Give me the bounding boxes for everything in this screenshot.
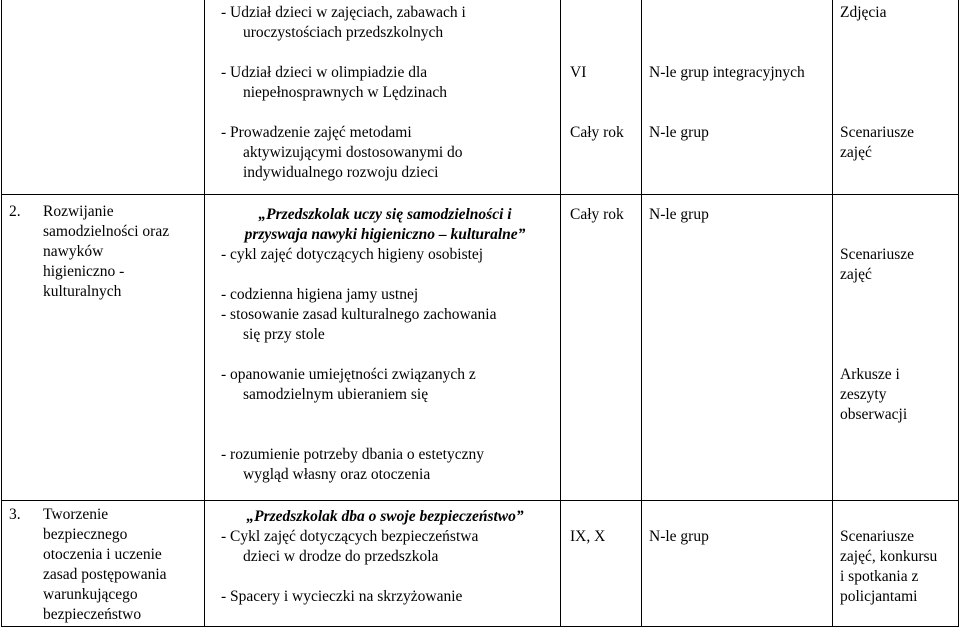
term-text: Cały rok (570, 124, 624, 141)
term-text: VI (570, 64, 587, 81)
responsible-text: N-le grup (649, 124, 709, 141)
goal-text: Tworzenie bezpiecznego otoczenia i uczenie zasad postępowania warunkującego bezpieczeństwo (43, 506, 167, 623)
responsible-text: N-le grup (649, 528, 709, 545)
term-text: Cały rok (570, 206, 624, 223)
activity-text: - codzienna higiena jamy ustnej (221, 286, 419, 303)
responsible-text: N-le grup (649, 206, 709, 223)
activity-text: - Udział dzieci w zajęciach, zabawach i uroczystościach przedszkolnych (221, 4, 466, 41)
docs-text: Arkusze i zeszyty obserwacji (840, 366, 908, 423)
activity-text: - Spacery i wycieczki na skrzyżowanie (221, 588, 463, 605)
term-text: IX, X (570, 528, 606, 545)
activity-text: - Cykl zajęć dotyczących bezpieczeństwa dzieci w drodze do przedszkola (221, 528, 479, 565)
table-border-right (958, 0, 959, 627)
row-number: 2. (9, 203, 21, 220)
table-divider-resp (832, 0, 833, 627)
section-heading: „Przedszkolak uczy się samodzielności i przyswaja nawyki higieniczno – kulturalne” (244, 206, 526, 243)
row-divider-2 (1, 194, 959, 195)
responsible-text: N-le grup integracyjnych (649, 64, 805, 81)
section-heading: „Przedszkolak dba o swoje bezpieczeństwo” (246, 508, 524, 525)
docs-text: Zdjęcia (840, 4, 887, 21)
docs-text: Scenariusze zajęć, konkursu i spotkania z policjantami (840, 528, 938, 605)
goal-text: Rozwijanie samodzielności oraz nawyków higieniczno - kulturalnych (43, 203, 170, 300)
activity-text: - opanowanie umiejętności związanych z samodzielnym ubieraniem się (221, 366, 476, 403)
docs-text: Scenariusze zajęć (840, 124, 915, 161)
table-border-left (1, 0, 2, 627)
activity-text: - Prowadzenie zajęć metodami aktywizującymi dostosowanymi do indywidualnego rozwoju dzieci (221, 124, 463, 181)
table-divider-goal (204, 0, 205, 627)
table-divider-activities (560, 0, 561, 627)
docs-text: Scenariusze zajęć (840, 246, 915, 283)
activity-text: - stosowanie zasad kulturalnego zachowania się przy stole (221, 306, 497, 343)
table-divider-term (641, 0, 642, 627)
activity-text: - Udział dzieci w olimpiadzie dla niepełnosprawnych w Lędzinach (221, 64, 448, 101)
row-number: 3. (9, 506, 21, 523)
activity-text: - rozumienie potrzeby dbania o estetyczny wygląd własny oraz otoczenia (221, 446, 484, 483)
row-divider-3 (1, 500, 959, 501)
activity-text: - cykl zajęć dotyczących higieny osobistej (221, 246, 484, 263)
